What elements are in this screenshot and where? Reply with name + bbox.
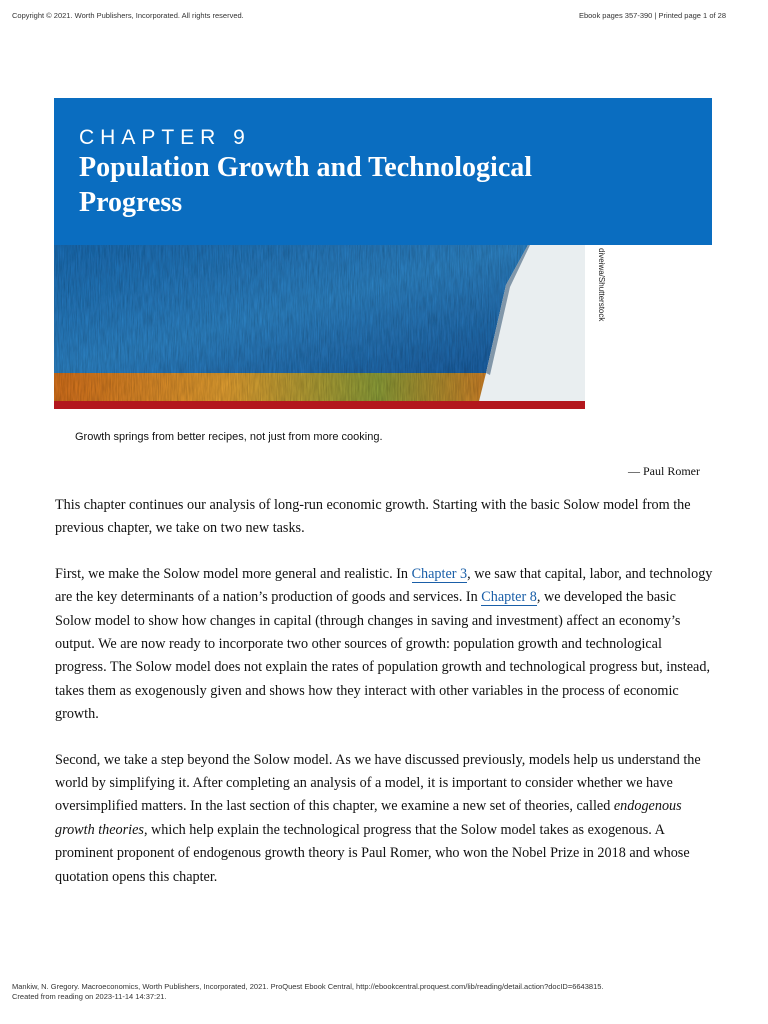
paragraph-2-text: First, we make the Solow model more general and realistic. In [55,565,412,582]
paragraph-3-text: , which help explain the technological progress that the Solow model takes as exogenous. A prominent proponent of endogenous growth theory is Paul Romer, who won the Nobel Prize in 2018 and whose quotation opens this chapter. [55,821,690,885]
paragraph-3-text: Second, we take a step beyond the Solow model. As we have discussed previously, models help us understand the world by simplifying it. After completing an analysis of a model, it is important to consider whether we have oversimplified matters. In the last section of this chapter, we examine a new set of theories, called [55,751,701,815]
chapter-opener-image [54,245,585,409]
emphasis-term: endogenous growth theories [55,798,682,838]
copyright-notice: Copyright © 2021. Worth Publishers, Incorporated. All rights reserved. [12,11,244,20]
footer-created: Created from reading on 2023-11-14 14:37:21. [12,992,167,1001]
abstract-painting-graphic [54,245,585,409]
epigraph-attribution: — Paul Romer [628,464,700,478]
epigraph-quote: Growth springs from better recipes, not just from more cooking. [75,431,383,443]
chapter-title-line1: Population Growth and Technological [79,152,533,183]
chapter-title [79,150,679,220]
paragraph-3 [55,749,715,889]
page-info: Ebook pages 357-390 | Printed page 1 of 28 [578,11,726,20]
paragraph-2-text: , we developed the basic Solow model to show how changes in capital (through changes in saving and investment) affect an economy’s output. We are now ready to incorporate two other sources of growth: population growth and technological progress. The Solow model does not explain the rates of population growth and technological progress but, instead, takes them as exogenously given and shows how they interact with other variables in the process of economic growth. [55,589,710,723]
chapter-label: CHAPTER 9 [79,126,251,149]
page-footer [12,982,604,1002]
paragraph-2 [55,563,715,727]
chapter-8-link[interactable]: Chapter 8 [481,589,537,606]
image-credit: diveiwa/Shutterstock [597,248,606,322]
paragraph-1: This chapter continues our analysis of long-run economic growth. Starting with the basic Solow model from the previous chapter, we take on two new tasks. [55,497,691,537]
chapter-banner [54,98,712,245]
chapter-title-line2: Progress [79,187,183,218]
footer-citation: Mankiw, N. Gregory. Macroeconomics, Worth Publishers, Incorporated, 2021. ProQuest Ebook Central, http://ebookcentral.proquest.com/lib/reading/detail.action?docID=6643815. [12,982,604,991]
paragraph-2-text: , we saw that capital, labor, and technology are the key determinants of a nation’s production of goods and services. In [55,565,713,606]
chapter-3-link[interactable]: Chapter 3 [411,565,468,582]
chapter-intro-text [55,494,715,911]
